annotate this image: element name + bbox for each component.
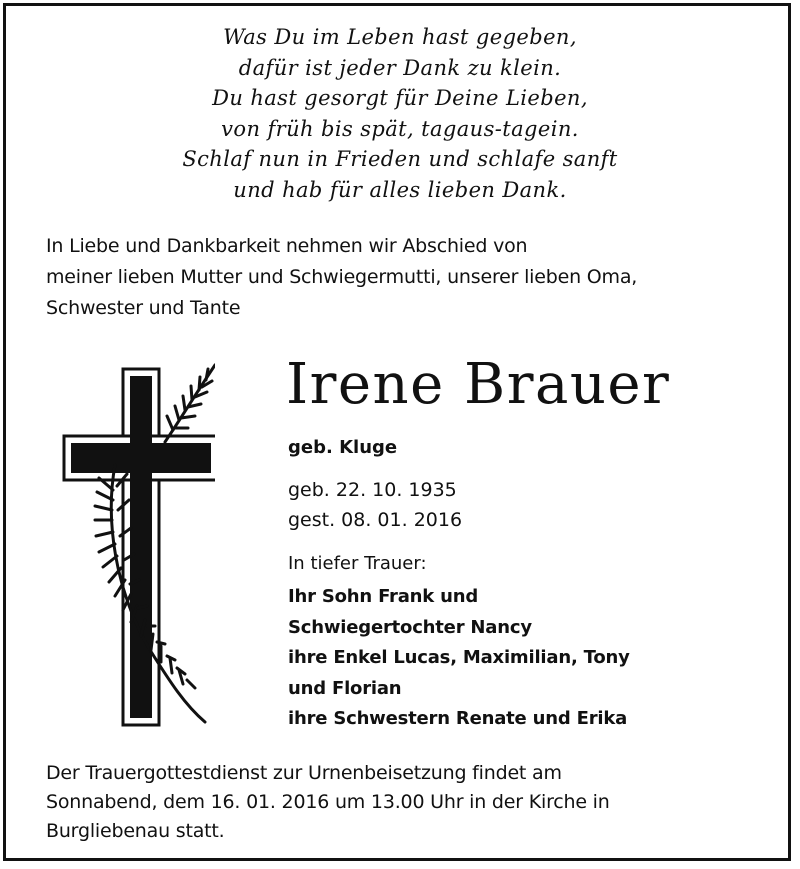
death-date: gest. 08. 01. 2016 bbox=[288, 509, 463, 531]
poem-line: Du hast gesorgt für Deine Lieben, bbox=[212, 86, 588, 110]
mourners-heading: In tiefer Trauer: bbox=[288, 553, 427, 574]
cross-with-palm-branch-icon bbox=[55, 360, 215, 730]
poem-line: Schlaf nun in Frieden und schlafe sanft bbox=[182, 147, 618, 171]
mourner-line: Schwiegertochter Nancy bbox=[288, 616, 532, 638]
service-notice bbox=[46, 759, 610, 846]
poem-line: dafür ist jeder Dank zu klein. bbox=[238, 55, 562, 80]
life-dates bbox=[288, 475, 462, 535]
palm-leaf-icon bbox=[165, 365, 215, 442]
mourner-line: ihre Schwestern Renate und Erika bbox=[288, 708, 628, 729]
poem-line: und hab für alles lieben Dank. bbox=[233, 177, 567, 202]
cross-icon bbox=[64, 369, 215, 725]
deceased-name: Irene Brauer bbox=[286, 352, 671, 417]
intro-line: Schwester und Tante bbox=[46, 297, 241, 319]
service-line: Burgliebenau statt. bbox=[46, 820, 225, 842]
mourner-line: und Florian bbox=[288, 677, 402, 699]
mourner-line: ihre Enkel Lucas, Maximilian, Tony bbox=[288, 647, 630, 668]
intro-line: In Liebe und Dankbarkeit nehmen wir Abschied von bbox=[46, 235, 528, 257]
birth-date: geb. 22. 10. 1935 bbox=[288, 479, 457, 501]
service-line: Der Trauergottestdienst zur Urnenbeisetzung findet am bbox=[46, 762, 562, 784]
mourners-list bbox=[288, 582, 630, 735]
poem-line: Was Du im Leben hast gegeben, bbox=[223, 25, 577, 49]
intro-text bbox=[46, 231, 637, 324]
service-line: Sonnabend, dem 16. 01. 2016 um 13.00 Uhr in der Kirche in bbox=[46, 791, 610, 813]
intro-line: meiner lieben Mutter und Schwiegermutti, unserer lieben Oma, bbox=[46, 266, 638, 288]
poem-line: von früh bis spät, tagaus-tagein. bbox=[221, 116, 579, 141]
poem bbox=[0, 22, 800, 205]
maiden-name: geb. Kluge bbox=[288, 437, 398, 458]
mourner-line: Ihr Sohn Frank und bbox=[288, 586, 479, 607]
